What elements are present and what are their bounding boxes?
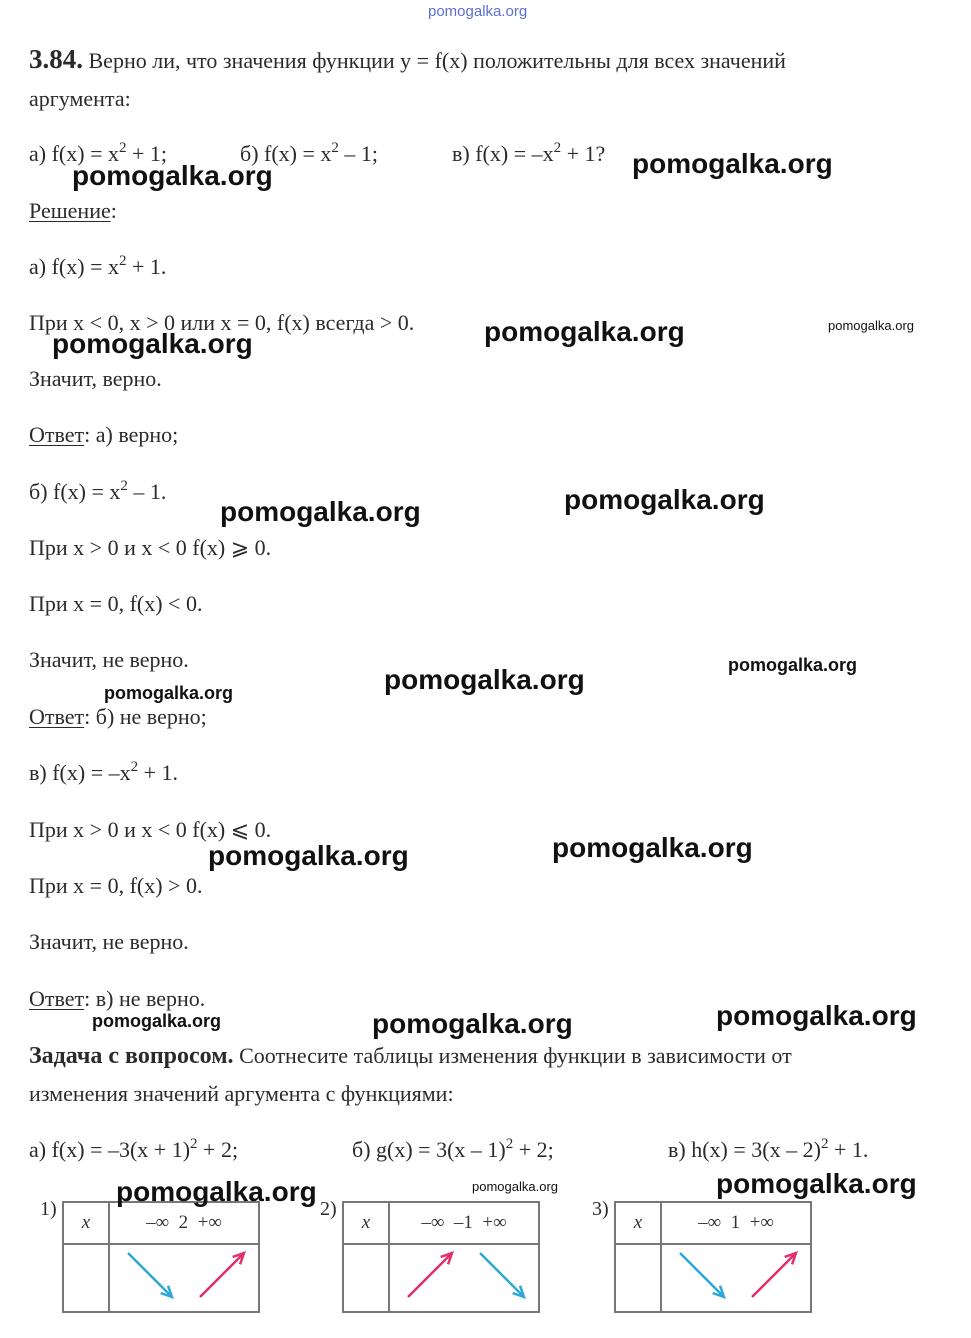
variation-table-1	[62, 1201, 260, 1313]
solution-b-formula: б) $f(x) = x^2 - 1$.	[29, 478, 167, 504]
watermark: pomogalka.org	[52, 328, 253, 359]
table-2-arrows	[389, 1244, 539, 1312]
answer-c: Ответ: в) не верно.	[29, 986, 206, 1011]
watermark: pomogalka.org	[472, 1179, 558, 1194]
task-func-a: а) $f(x) = -3(x + 1)^2 + 2$;	[29, 1136, 239, 1162]
watermark: pomogalka.org	[372, 1008, 573, 1039]
answer-b: Ответ: б) не верно;	[29, 704, 207, 729]
watermark: pomogalka.org	[716, 1000, 917, 1031]
solution-a-formula: а) $f(x) = x^2 + 1$.	[29, 253, 167, 279]
option-b: б) $f(x) = x^2 - 1$;	[240, 140, 379, 166]
watermark: pomogalka.org	[72, 160, 273, 191]
option-a: а) $f(x) = x^2 + 1$;	[29, 140, 168, 166]
table-1-label: 1)	[40, 1198, 57, 1220]
table-1-x-values: –∞ 2 +∞	[109, 1202, 259, 1244]
solution-c-line1: При x > 0 и x < 0 f(x) ⩽ 0.	[29, 817, 272, 842]
task-text-cont: изменения значений аргумента с функциями:	[29, 1081, 454, 1106]
decreasing-arrow-icon	[680, 1253, 724, 1297]
solution-b-line3: Значит, не верно.	[29, 647, 189, 672]
increasing-arrow-icon	[200, 1253, 244, 1297]
problem-statement	[29, 46, 786, 74]
problem-text-cont: аргумента:	[29, 86, 131, 111]
table-2-x-values: –∞ –1 +∞	[389, 1202, 539, 1244]
task-text: Соотнесите таблицы изменения функции в зависимости от	[233, 1043, 792, 1068]
watermark: pomogalka.org	[484, 316, 685, 347]
table-2-label: 2)	[320, 1198, 337, 1220]
table-3-label: 3)	[592, 1198, 609, 1220]
variation-table-3	[614, 1201, 812, 1313]
variation-table-2	[342, 1201, 540, 1313]
watermark: pomogalka.org	[716, 1168, 917, 1199]
table-1-x-header: x	[63, 1202, 109, 1244]
solution-a-line2: Значит, верно.	[29, 366, 162, 391]
decreasing-arrow-icon	[480, 1253, 524, 1297]
increasing-arrow-icon	[752, 1253, 796, 1297]
solution-c-line2: При x = 0, f(x) > 0.	[29, 873, 203, 898]
solution-heading: Решение:	[29, 198, 117, 223]
task-func-c: в) h(x) = 3(x – 2)$^2$ + 1.	[668, 1136, 869, 1162]
solution-c-formula: в) $f(x) = -x^2 + 1$.	[29, 759, 179, 785]
watermark: pomogalka.org	[552, 832, 753, 863]
header-watermark: pomogalka.org	[428, 3, 528, 20]
table-3-x-header: x	[615, 1202, 661, 1244]
table-2-empty-cell	[343, 1244, 389, 1312]
solution-b-line2: При x = 0, f(x) < 0.	[29, 591, 203, 616]
solution-a-line1: При x < 0, x > 0 или x = 0, f(x) всегда > 0.	[29, 310, 415, 335]
problem-number: 3.84.	[29, 44, 83, 74]
solution-b-line1: При x > 0 и x < 0 f(x) ⩾ 0.	[29, 535, 272, 560]
watermark: pomogalka.org	[92, 1011, 222, 1031]
watermark: pomogalka.org	[220, 496, 421, 527]
problem-text: Верно ли, что значения функции y = f(x) положительны для всех значений	[88, 48, 786, 73]
watermark: pomogalka.org	[728, 655, 858, 675]
increasing-arrow-icon	[408, 1253, 452, 1297]
table-1-arrows	[109, 1244, 259, 1312]
watermark: pomogalka.org	[564, 484, 765, 515]
task-title: Задача с вопросом.	[29, 1043, 234, 1069]
table-3-empty-cell	[615, 1244, 661, 1312]
table-2-x-header: x	[343, 1202, 389, 1244]
table-3-x-values: –∞ 1 +∞	[661, 1202, 811, 1244]
watermark: pomogalka.org	[116, 1176, 317, 1207]
table-1-empty-cell	[63, 1244, 109, 1312]
decreasing-arrow-icon	[128, 1253, 172, 1297]
watermark: pomogalka.org	[828, 318, 914, 333]
table-3-arrows	[661, 1244, 811, 1312]
task-statement	[29, 1043, 792, 1069]
watermark: pomogalka.org	[384, 664, 585, 695]
solution-c-line3: Значит, не верно.	[29, 929, 189, 954]
answer-a: Ответ: а) верно;	[29, 422, 179, 447]
watermark: pomogalka.org	[104, 683, 234, 703]
watermark: pomogalka.org	[208, 840, 409, 871]
option-c: в) $f(x) = -x^2 + 1$?	[452, 140, 606, 166]
task-func-b: б) g(x) = 3(x – 1)$^2$ + 2;	[352, 1136, 554, 1162]
watermark: pomogalka.org	[632, 148, 833, 179]
